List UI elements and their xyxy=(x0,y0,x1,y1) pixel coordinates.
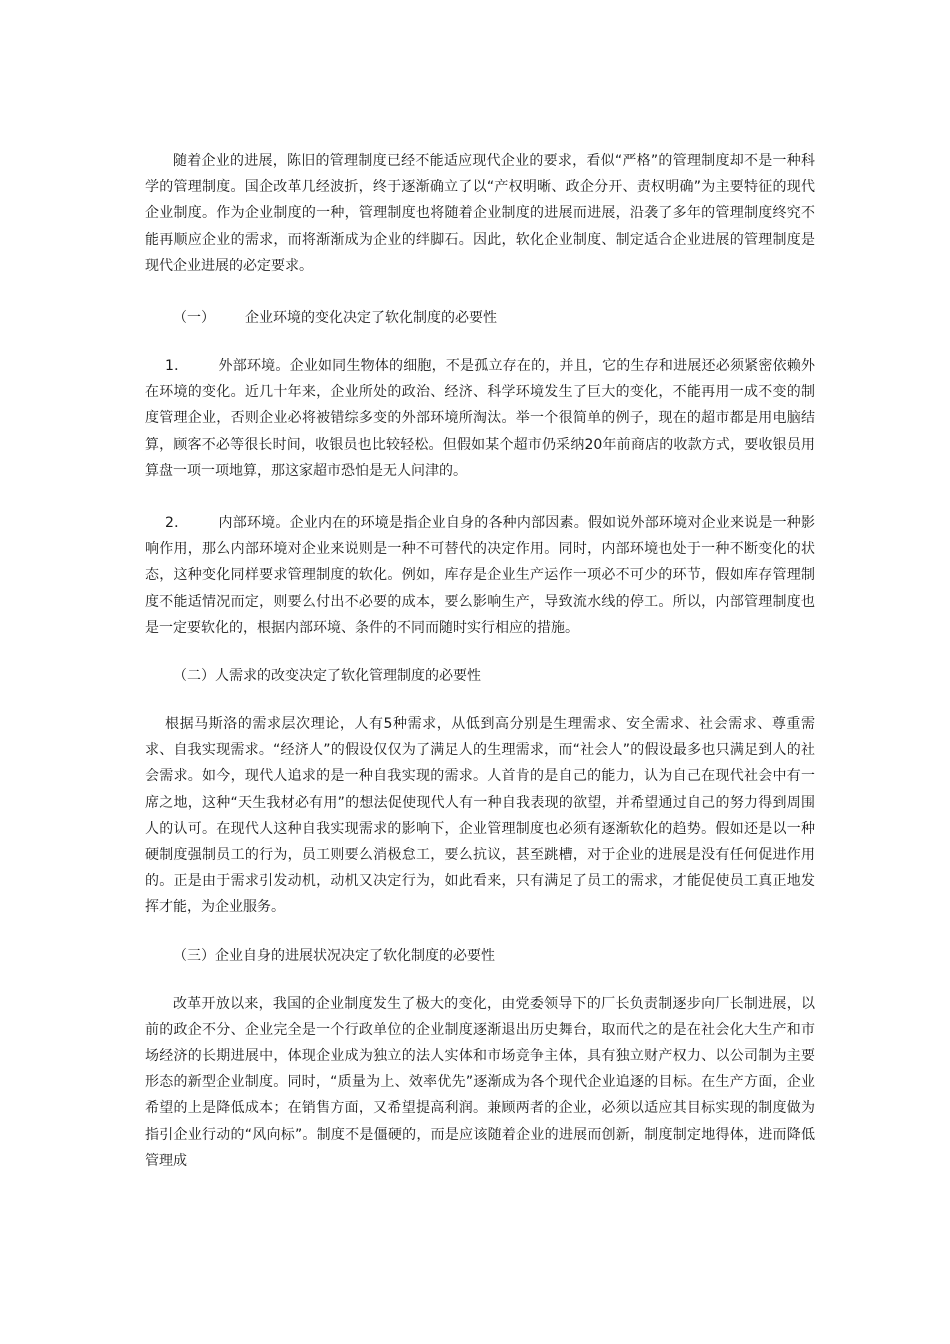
section-title: 企业环境的变化决定了软化制度的必要性 xyxy=(245,310,497,327)
list-item-1 xyxy=(145,353,815,484)
section-3-paragraph: 改革开放以来，我国的企业制度发生了极大的变化，由党委领导下的厂长负责制逐步向厂长制进展，以前的政企不分、企业完全是一个行政单位的企业制度逐渐退出历史舞台，取而代之的是在社会化大生产和市场经济的长期进展中，体现企业成为独立的法人实体和市场竞争主体，具有独立财产权力、以公司制为主要形态的新型企业制度。同时，“质量为上、效率优先”逐渐成为各个现代企业追逐的目标。在生产方面，企业希望的上是降低成本；在销售方面，又希望提高利润。兼顾两者的企业，必须以适应其目标实现的制度做为指引企业行动的“风向标”。制度不是僵硬的，而是应该随着企业的进展而创新，制度制定地得体，进而降低管理成 xyxy=(145,995,815,1169)
list-item-number: 1． xyxy=(165,358,189,375)
section-heading-1 xyxy=(145,305,815,331)
list-item-text: 外部环境。企业如同生物体的细胞，不是孤立存在的，并且，它的生存和进展还必须紧密依赖外在环境的变化。近几十年来，企业所处的政治、经济、科学环境发生了巨大的变化，不能再用一成不变的制度管理企业，否则企业必将被错综多变的外部环境所淘汰。举一个很简单的例子，现在的超市都是用电脑结算，顾客不必等很长时间，收银员也比较轻松。但假如某个超市仍采纳20年前商店的收款方式，要收银员用算盘一项一项地算，那这家超市恐怕是无人问津的。 xyxy=(145,358,815,479)
list-item-text: 内部环境。企业内在的环境是指企业自身的各种内部因素。假如说外部环境对企业来说是一种影响作用，那么内部环境对企业来说则是一种不可替代的决定作用。同时，内部环境也处于一种不断变化的状态，这种变化同样要求管理制度的软化。例如，库存是企业生产运作一项必不可少的环节，假如库存管理制度不能适情况而定，则要么付出不必要的成本，要么影响生产，导致流水线的停工。所以，内部管理制度也是一定要软化的，根据内部环境、条件的不同而随时实行相应的措施。 xyxy=(145,515,815,636)
section-2-paragraph: 根据马斯洛的需求层次理论，人有5种需求，从低到高分别是生理需求、安全需求、社会需求、尊重需求、自我实现需求。“经济人”的假设仅仅为了满足人的生理需求，而“社会人”的假设最多也只满足到人的社会需求。如今，现代人追求的是一种自我实现的需求。人首肯的是自己的能力，认为自己在现代社会中有一席之地，这种“天生我材必有用”的想法促使现代人有一种自我表现的欲望，并希望通过自己的努力得到周围人的认可。在现代人这种自我实现需求的影响下，企业管理制度也必须有逐渐软化的趋势。假如还是以一种硬制度强制员工的行为，员工则要么消极怠工，要么抗议，甚至跳槽，对于企业的进展是没有任何促进作用的。正是由于需求引发动机，动机又决定行为，如此看来，只有满足了员工的需求，才能促使员工真正地发挥才能，为企业服务。 xyxy=(145,716,815,916)
section-marker: （一） xyxy=(173,310,215,327)
list-item-2 xyxy=(145,510,815,641)
list-item-number: 2． xyxy=(165,515,189,532)
section-heading-3: （三）企业自身的进展状况决定了软化制度的必要性 xyxy=(173,947,495,964)
document-page xyxy=(145,148,815,1174)
section-heading-2: （二）人需求的改变决定了软化管理制度的必要性 xyxy=(173,668,481,685)
intro-paragraph: 随着企业的进展，陈旧的管理制度已经不能适应现代企业的要求，看似“严格”的管理制度却不是一种科学的管理制度。国企改革几经波折，终于逐渐确立了以“产权明晰、政企分开、责权明确”为主要特征的现代企业制度。作为企业制度的一种，管理制度也将随着企业制度的进展而进展，沿袭了多年的管理制度终究不能再顺应企业的需求，而将渐渐成为企业的绊脚石。因此，软化企业制度、制定适合企业进展的管理制度是现代企业进展的必定要求。 xyxy=(145,153,815,274)
